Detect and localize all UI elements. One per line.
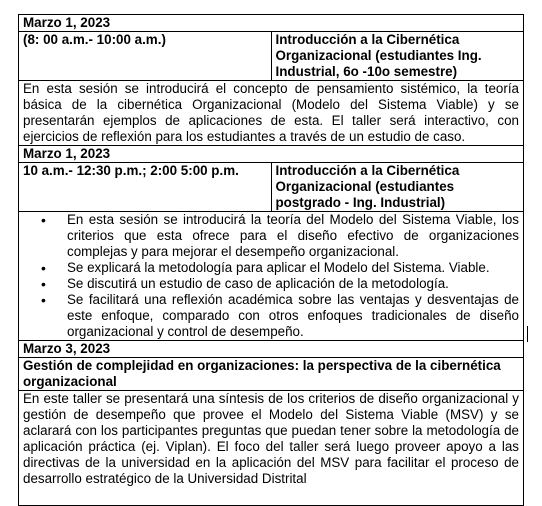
session-3-date-row [19,341,524,358]
session-2-bullet-list [23,212,519,340]
session-3-description: En este taller se presentará una síntesis de los criterios de diseño organizacional y gestión de desempeño que provee el Modelo del Sistema Viable (MSV) y se aclarará con los participantes preguntas que puedan tener sobre la metodología de aplicación práctica (ej. Viplan). El foco del taller será luego proveer apoyo a las directivas de la universidad en la aplicación del MSV para facilitar el proceso de desarrollo estratégico de la Universidad Distrital [19,391,524,506]
bullet-item: • Se facilitará una reflexión académica sobre las ventajas y desventajas de este enfoque, comparado con otros enfoques tradicionales de diseño organizacional y control de desempeño. [67,292,519,340]
session-2-date-row [19,146,524,163]
session-1-body-row [19,81,524,146]
session-1-time: (8: 00 a.m.- 10:00 a.m.) [19,32,272,81]
session-3-date: Marzo 3, 2023 [19,341,524,358]
session-2-bullets-cell [19,212,524,341]
session-1-date-row [19,15,524,32]
session-2-time: 10 a.m.- 12:30 p.m.; 2:00 5:00 p.m. [19,163,272,212]
session-2-date: Marzo 1, 2023 [19,146,524,163]
session-1-date: Marzo 1, 2023 [19,15,524,32]
document-page [18,14,524,506]
workshop-schedule-table [18,14,524,506]
session-1-description: En esta sesión se introducirá el concepto de pensamiento sistémico, la teoría básica de la cibernética Organizacional (Modelo del Sistema Viable) y se presentarán ejemplos de aplicaciones de esta. El taller será interactivo, con ejercicios de reflexión para los estudiantes a través de un estudio de caso. [19,81,524,146]
bullet-item: • Se explicará la metodología para aplicar el Modelo del Sistema. Viable. [67,260,519,276]
session-3-body-row [19,391,524,506]
session-2-header-row [19,163,524,212]
bullet-item: • Se discutirá un estudio de caso de aplicación de la metodología. [67,276,519,292]
session-1-header-row [19,32,524,81]
session-3-title: Gestión de complejidad en organizaciones: la perspectiva de la cibernética organizacional [19,358,524,391]
session-2-body-row [19,212,524,341]
session-1-title: Introducción a la Cibernética Organizacional (estudiantes Ing. Industrial, 6o -10o semestre) [271,32,524,81]
text-cursor [527,326,528,342]
session-2-title: Introducción a la Cibernética Organizacional (estudiantes postgrado - Ing. Industrial) [271,163,524,212]
bullet-item: • En esta sesión se introducirá la teoría del Modelo del Sistema Viable, los criterios que esta ofrece para el diseño efectivo de organizaciones complejas y para mejorar el desempeño organizacional. [67,212,519,260]
session-3-title-row [19,358,524,391]
